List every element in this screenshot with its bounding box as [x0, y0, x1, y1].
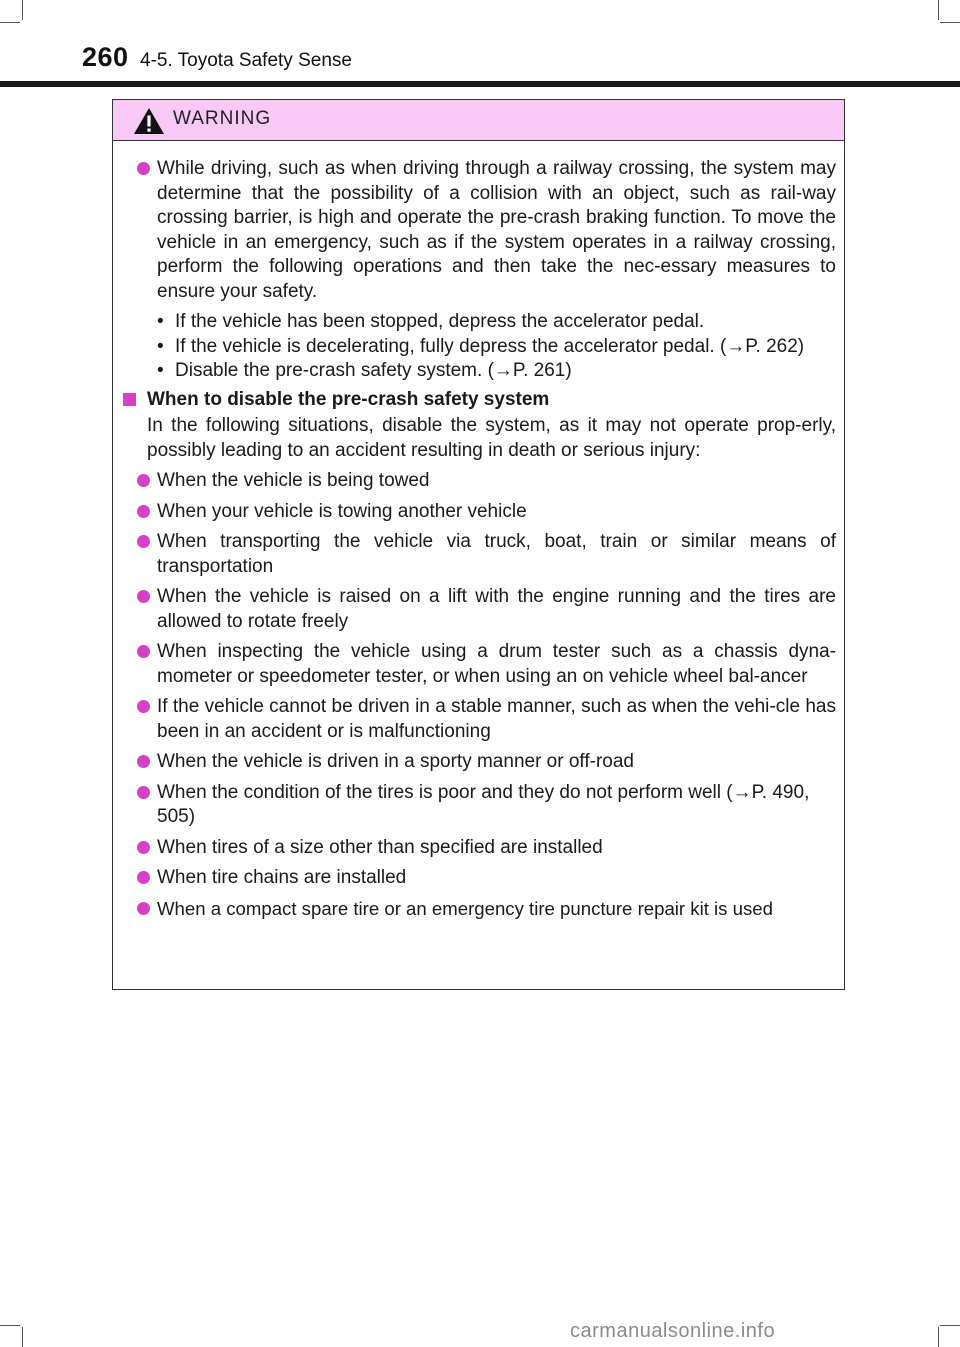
bullet-icon [137, 902, 150, 915]
list-item: When the condition of the tires is poor and they do not perform well (→P. 490, 505) [123, 781, 836, 830]
step-item: • If the vehicle has been stopped, depress the accelerator pedal. [157, 311, 705, 332]
section-heading: When to disable the pre-crash safety system [123, 388, 836, 413]
list-item: When a compact spare tire or an emergency tire puncture repair kit is used [123, 897, 836, 922]
list-item: When transporting the vehicle via truck, boat, train or similar means of transportation [123, 530, 836, 579]
warning-box [112, 99, 845, 990]
page-header [0, 0, 960, 88]
step-item: • If the vehicle is decelerating, fully depress the accelerator pedal. (→P. 262) [157, 335, 805, 357]
bullet-icon [137, 755, 150, 768]
list-item: When the vehicle is being towed [123, 469, 836, 494]
bullet-icon [137, 645, 150, 658]
bullet-icon [137, 871, 150, 884]
crop-mark [940, 1325, 960, 1326]
warning-header [113, 100, 844, 141]
watermark: carmanualsonline.info [570, 1320, 776, 1342]
warning-triangle-icon [133, 107, 165, 135]
intro-paragraph: In the following situations, disable the system, as it may not operate prop-erly, possibly leading to an accident resulting in death or serious injury: [147, 415, 836, 461]
list-item: When tires of a size other than specified are installed [123, 836, 836, 861]
crop-mark [938, 1327, 939, 1347]
step-item: • Disable the pre-crash safety system. (→P. 261) [157, 360, 572, 381]
list-item: When your vehicle is towing another vehicle [123, 500, 836, 525]
bullet-icon [137, 505, 150, 518]
list-item: If the vehicle cannot be driven in a stable manner, such as when the vehi-cle has been in an accident or is malfunctioning [123, 695, 836, 744]
list-item [123, 157, 836, 304]
page-number: 260 [82, 42, 129, 72]
list-item: When the vehicle is raised on a lift with the engine running and the tires are allowed to rotate freely [123, 585, 836, 634]
bullet-icon [137, 786, 150, 799]
crop-mark [0, 1325, 20, 1326]
list-item: When tire chains are installed [123, 866, 836, 891]
crop-mark [22, 1327, 23, 1347]
emergency-steps [157, 310, 836, 384]
bullet-icon [137, 590, 150, 603]
bullet-icon [137, 162, 150, 175]
bullet-icon [137, 474, 150, 487]
header-rule [0, 81, 960, 87]
warning-body [113, 141, 844, 921]
list-item: When the vehicle is driven in a sporty manner or off-road [123, 750, 836, 775]
square-bullet-icon [123, 393, 136, 406]
warning-label: WARNING [173, 108, 272, 129]
bullet-icon [137, 535, 150, 548]
bullet-icon [137, 700, 150, 713]
bullet-icon [137, 841, 150, 854]
driving-caution-text: While driving, such as when driving through a railway crossing, the system may determine that the possibility of a collision with an object, such as rail-way crossing barrier, is high and operate the pre-crash braking function. To move the vehicle in an emergency, such as if the system operates in a railway crossing, perform the following operations and then take the nec-essary measures to ensure your safety. [157, 158, 836, 302]
list-item: When inspecting the vehicle using a drum tester such as a chassis dyna-mometer or speedometer tester, or when using an on vehicle wheel bal-ancer [123, 640, 836, 689]
section-title: 4-5. Toyota Safety Sense [140, 50, 352, 71]
